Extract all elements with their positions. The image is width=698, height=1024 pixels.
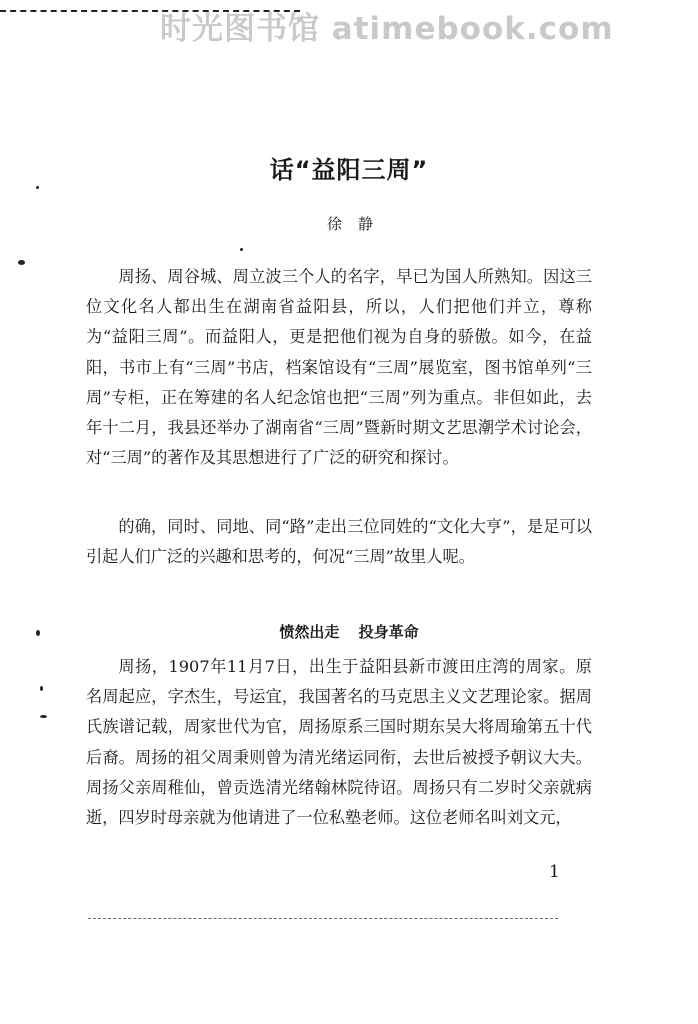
paragraph-1: 周扬、周谷城、周立波三个人的名字，早已为国人所熟知。因这三位文化名人都出生在湖南省益阳县，所以，人们把他们并立，尊称为“益阳三周”。而益阳人，更是把他们视为自身的骄傲。如今，在益阳，书市上有“三周”书店，档案馆设有“三周”展览室，图书馆单列“三周”专柜，正在筹建的名人纪念馆也把“三周”列为重点。非但如此，去年十二月，我县还举办了湖南省“三周”暨新时期文艺思潮学术讨论会，对“三周”的著作及其思想进行了广泛的研究和探讨。 <box>86 267 592 468</box>
scan-speck <box>40 686 43 691</box>
page-number: 1 <box>549 862 560 882</box>
paragraph-2: 的确，同时、同地、同“路”走出三位同姓的“文化大亨”，是足可以引起人们广泛的兴趣和思考的，何况“三周”故里人呢。 <box>86 517 592 567</box>
section-paragraph: 周扬，1907年11月7日，出生于益阳县新市渡田庄湾的周家。原名周起应，字杰生，号运宜，我国著名的马克思主义文艺理论家。据周氏族谱记载，周家世代为官，周扬原系三国时期东吴大将周瑜第五十代后裔。周扬的祖父周秉则曾为清光绪运同衔，去世后被授予朝议大夫。周扬父亲周稚仙，曾贡选清光绪翰林院待诏。周扬只有二岁时父亲就病逝，四岁时母亲就为他请进了一位私塾老师。这位老师名叫刘文元， <box>86 657 592 828</box>
scan-speck <box>240 248 243 251</box>
bottom-dashed-rule <box>88 918 558 919</box>
author-name: 徐静 <box>326 215 389 233</box>
scan-speck <box>40 715 47 718</box>
article-title: 话“益阳三周” <box>269 156 429 184</box>
scan-speck <box>36 630 40 636</box>
section-heading: 愤然出走 投身革命 <box>279 623 419 641</box>
scan-speck <box>36 186 39 189</box>
scan-speck <box>18 260 25 265</box>
watermark: 时光图书馆 atimebook.com <box>160 11 614 47</box>
